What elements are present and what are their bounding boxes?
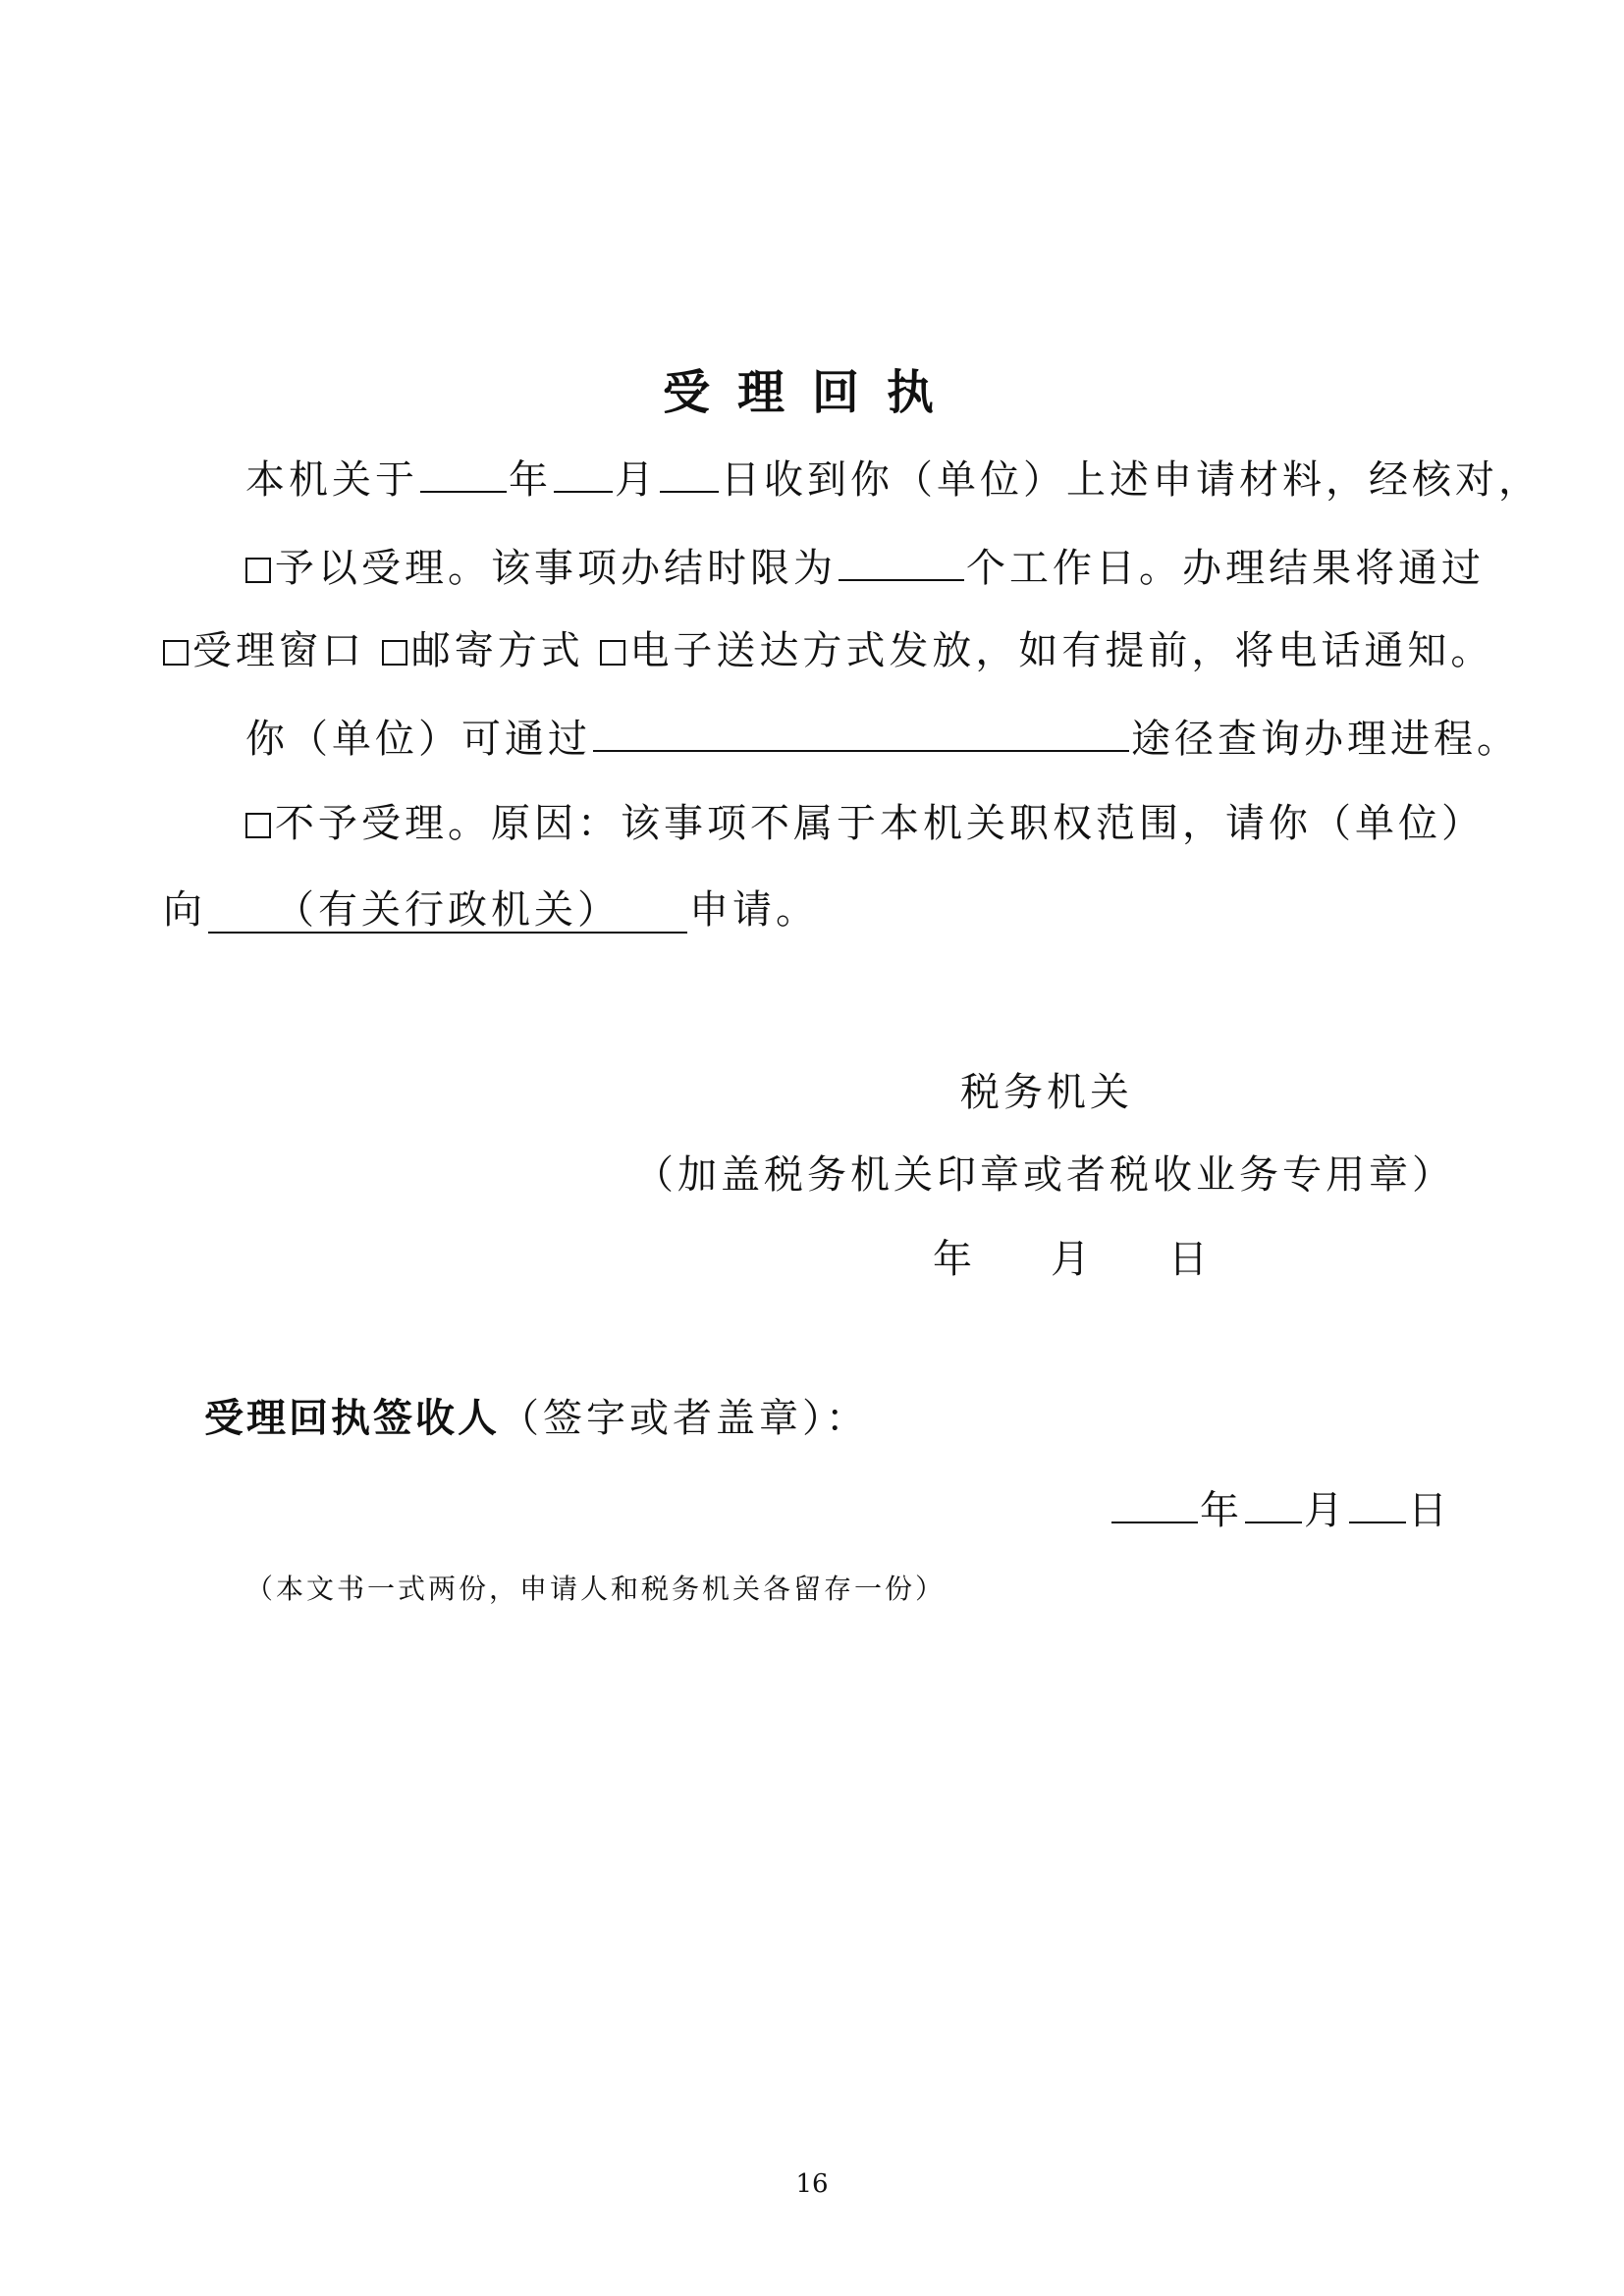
receipt-month-blank[interactable]: [1245, 1484, 1302, 1523]
receipt-day-blank[interactable]: [1349, 1484, 1406, 1523]
mail-option-label: 邮寄方式: [410, 628, 584, 673]
receipt-date-fields: [1110, 1484, 1451, 1535]
accept-line: [245, 542, 1485, 593]
redirect-prefix: 向: [163, 887, 206, 933]
time-limit-blank[interactable]: [839, 542, 964, 581]
receipt-signer-line: [204, 1394, 869, 1443]
query-channel-blank[interactable]: [593, 713, 1129, 752]
receipt-year-label: 年: [1200, 1488, 1243, 1533]
query-suffix: 途径查询办理进程。: [1131, 717, 1520, 762]
mail-checkbox[interactable]: [382, 640, 407, 666]
intro-text: 本机关于: [245, 457, 418, 503]
window-checkbox[interactable]: [163, 640, 189, 666]
reject-line: [245, 799, 1485, 848]
document-title: 受理回执: [662, 365, 961, 420]
tax-authority-label: 税务机关: [960, 1070, 1133, 1115]
year-blank[interactable]: [420, 454, 507, 493]
accept-checkbox[interactable]: [245, 558, 271, 583]
accept-text: 予以受理。该事项办结时限为: [275, 546, 837, 591]
query-prefix: 你（单位）可通过: [245, 717, 591, 762]
accept-suffix: 个工作日。办理结果将通过: [966, 546, 1485, 591]
seal-note: （加盖税务机关印章或者税收业务专用章）: [634, 1152, 1455, 1198]
query-line: [245, 713, 1520, 764]
receipt-year-blank[interactable]: [1111, 1484, 1198, 1523]
redirect-line: [163, 885, 819, 934]
electronic-option-label: 电子送达方式发放，如有提前，将电话通知。: [629, 628, 1494, 673]
receipt-date-line: [245, 454, 1542, 505]
delivery-options-line: [163, 626, 1493, 675]
receipt-month-label: 月: [1304, 1488, 1347, 1533]
receipt-signer-note: （签字或者盖章）：: [500, 1396, 869, 1441]
day-blank[interactable]: [660, 454, 719, 493]
page-number: 16: [795, 2169, 829, 2199]
receipt-day-label: 日: [1408, 1488, 1451, 1533]
reject-checkbox[interactable]: [245, 813, 271, 838]
reject-text: 不予受理。原因：该事项不属于本机关职权范围，请你（单位）: [275, 801, 1485, 846]
copies-footnote: （本文书一式两份，申请人和税务机关各留存一份）: [245, 1573, 947, 1605]
year-label: 年: [509, 457, 552, 503]
receipt-signer-label: 受理回执签收人: [204, 1396, 500, 1441]
month-blank[interactable]: [554, 454, 613, 493]
day-label-text: 日收到你（单位）上述申请材料，经核对，: [721, 457, 1542, 503]
month-label: 月: [615, 457, 658, 503]
redirect-suffix: 申请。: [689, 887, 819, 933]
signature-date: 年 月 日: [933, 1237, 1227, 1282]
window-option-label: 受理窗口: [192, 628, 365, 673]
authority-field[interactable]: （有关行政机关）: [208, 888, 687, 934]
electronic-checkbox[interactable]: [600, 640, 625, 666]
